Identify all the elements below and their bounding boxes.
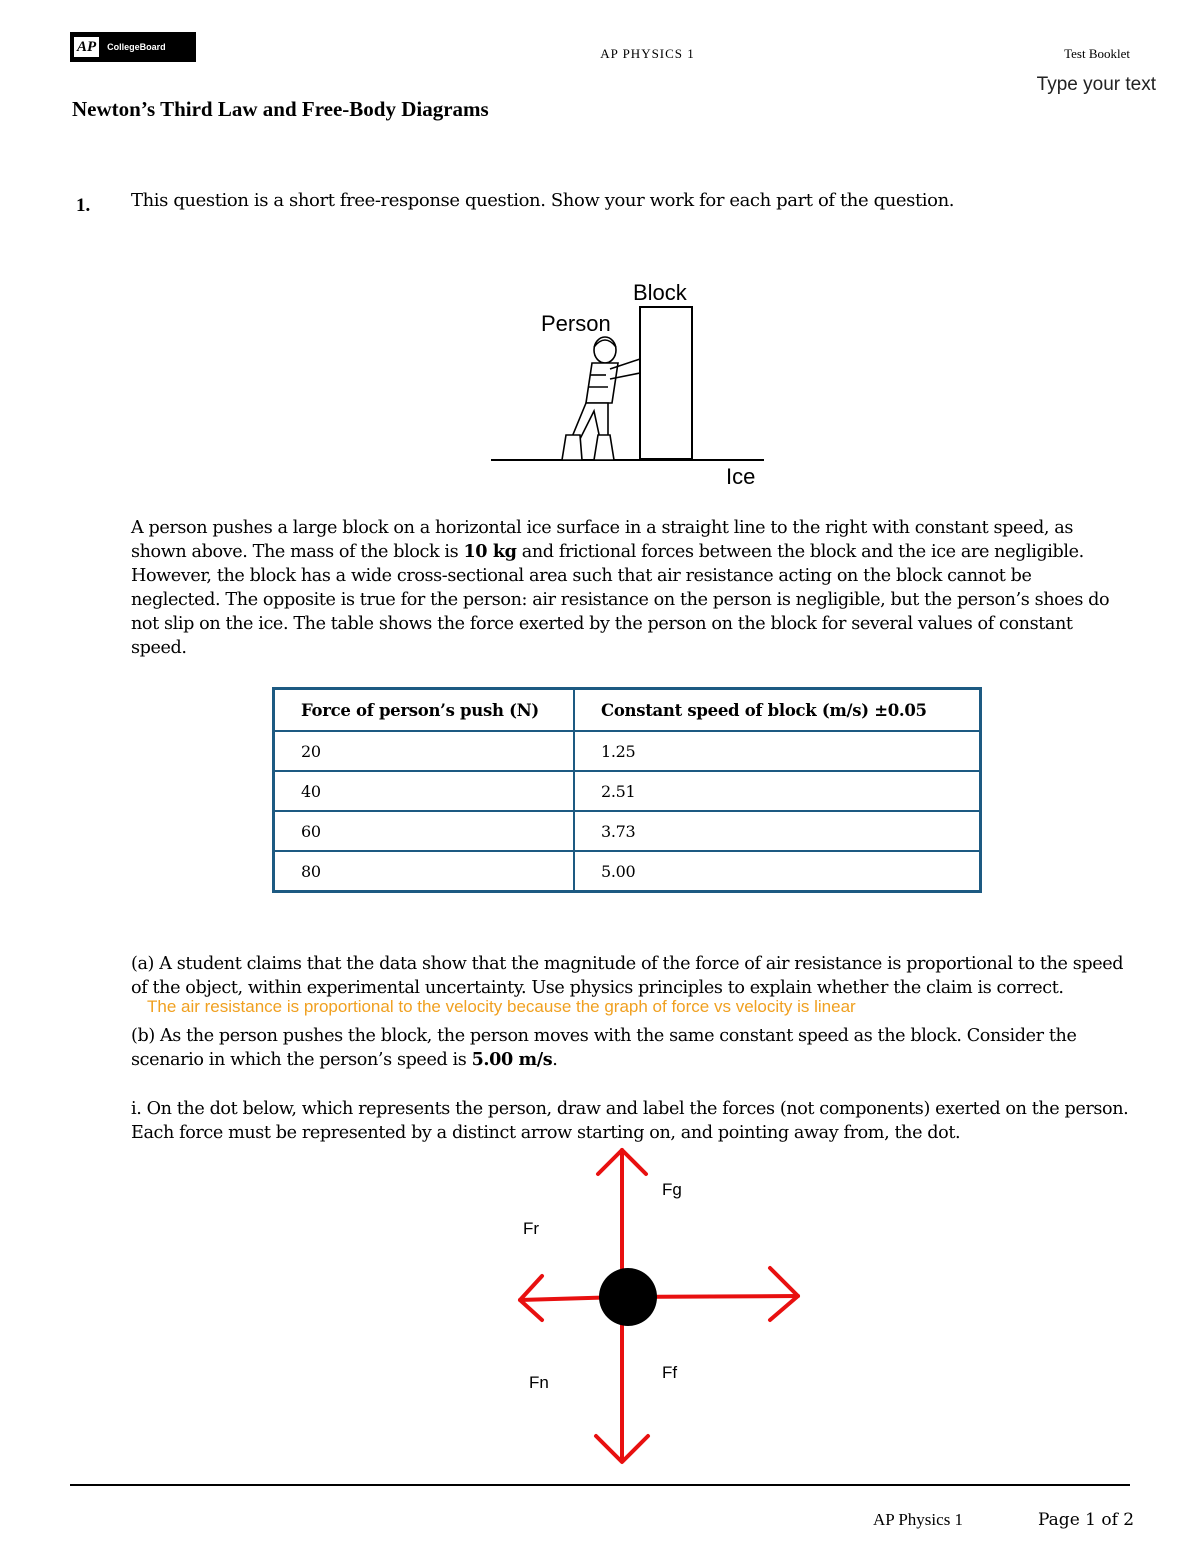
header-booklet: Test Booklet [1064,46,1130,61]
question-intro: This question is a short free-response question. Show your work for each part of the question. [131,190,955,211]
table-row [274,731,981,771]
table-row [274,851,981,892]
label-block: Block [633,280,687,305]
part-b-text-2: . [552,1050,558,1070]
part-a-prompt: (a) A student claims that the data show that the magnitude of the force of air resistance is proportional to the speed of the object, within experimental uncertainty. Use physics principles to explain whether the claim is correct. [131,954,1124,998]
label-fg: Fg [662,1180,682,1199]
header-force: Force of person’s push (N) [274,689,575,732]
para-text-1: A person pushes a large block on a horizontal ice surface in a straight line to the right with constant speed, as shown above. The mass of the block is [131,518,1074,562]
cell-speed: 1.25 [574,731,981,771]
person-figure [562,337,640,460]
person-speed: 5.00 m/s [471,1049,553,1070]
label-ice: Ice [726,464,756,489]
part-b-prompt [131,1024,1131,1072]
free-body-diagram[interactable] [500,1140,820,1475]
label-ff: Ff [662,1363,678,1382]
person-boot-right [594,435,614,460]
label-fr: Fr [523,1219,540,1238]
label-person: Person [541,311,611,336]
footer-divider [70,1484,1130,1486]
force-speed-table [272,687,982,893]
table-header-row [274,689,981,732]
arrow-right-head [770,1268,798,1320]
person-head [594,337,616,363]
table-row [274,771,981,811]
cell-speed: 5.00 [574,851,981,892]
block-shape [640,307,692,459]
header-subject: AP PHYSICS 1 [600,46,695,61]
cell-force: 80 [274,851,575,892]
header-speed: Constant speed of block (m/s) ±0.05 [574,689,981,732]
cell-force: 40 [274,771,575,811]
part-b-text-1: (b) As the person pushes the block, the person moves with the same constant speed as the block. Consider the scenario in which the person’s speed is [131,1026,1077,1070]
cell-speed: 2.51 [574,771,981,811]
collegeboard-wordmark: CollegeBoard [107,42,166,52]
person-torso [586,363,618,403]
cell-force: 20 [274,731,575,771]
person-boot-left [562,435,582,460]
person-block-diagram [480,275,780,490]
part-a-answer[interactable]: The air resistance is proportional to the velocity because the graph of force vs velocity is linear [147,997,856,1016]
table-row [274,811,981,851]
label-fn: Fn [529,1373,549,1392]
page-title: Newton’s Third Law and Free-Body Diagrams [72,97,489,121]
block-mass: 10 kg [463,541,517,562]
person-legs [572,403,608,439]
type-your-text-field[interactable]: Type your text [1036,74,1156,95]
page-number: Page 1 of 2 [1038,1510,1135,1530]
para-text-2: and frictional forces between the block and the ice are negligible. However, the block has a wide cross-sectional area such that air resistance acting on the block cannot be neglected. The opposite is true for the person: air resistance on the person is negligible, but the person’s shoes do not slip on the ice. The table shows the force exerted by the person on the block for several values of constant speed. [131,542,1110,658]
ap-logo-mark: AP [74,37,99,57]
question-number: 1. [76,195,91,216]
person-dot [599,1268,657,1326]
problem-description [131,516,1121,660]
footer-course: AP Physics 1 [873,1510,964,1529]
cell-speed: 3.73 [574,811,981,851]
part-i-prompt: i. On the dot below, which represents the person, draw and label the forces (not components) exerted on the person. Each force must be represented by a distinct arrow starting on, and pointing away from, the dot. [131,1099,1129,1143]
cell-force: 60 [274,811,575,851]
